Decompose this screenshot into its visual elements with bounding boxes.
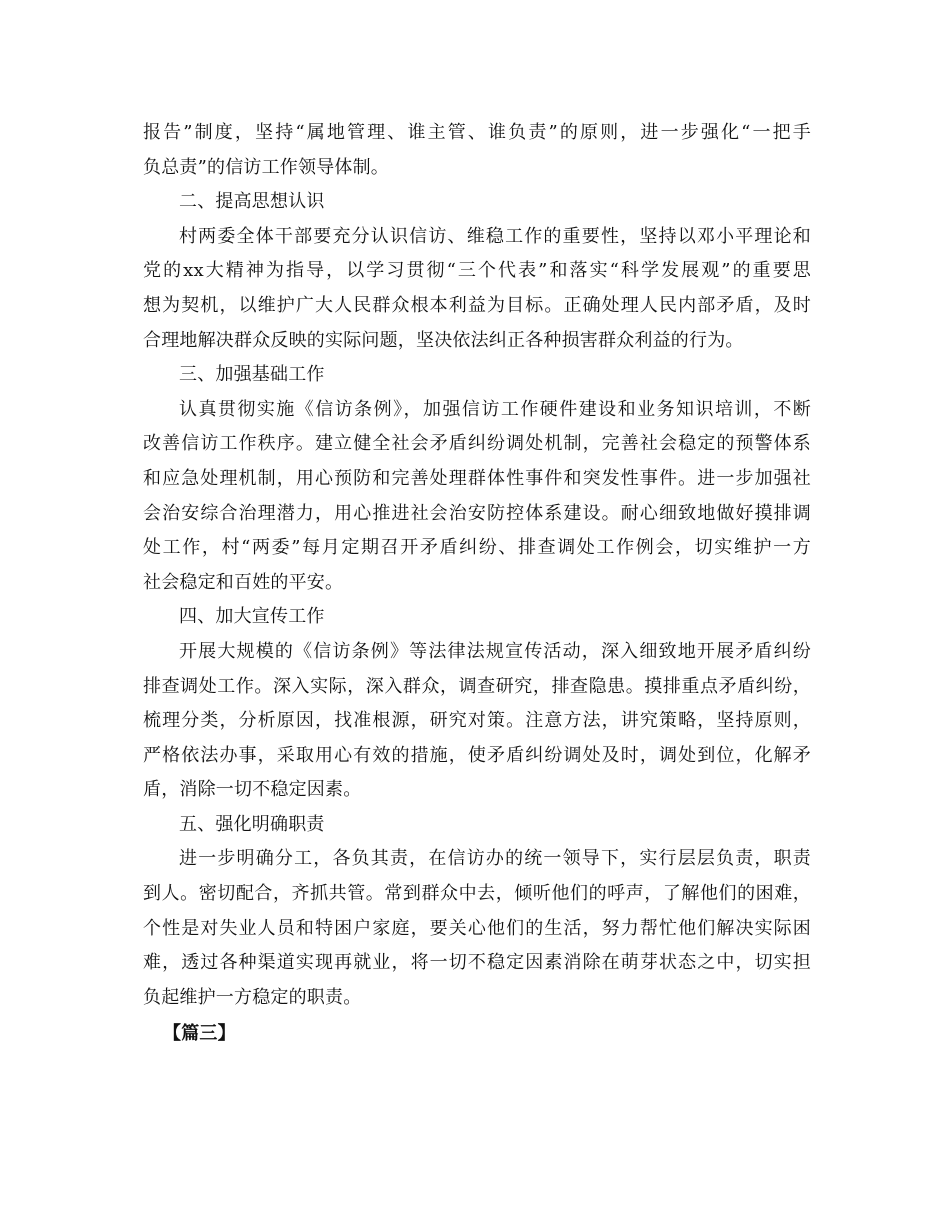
body-line: 负总责”的信访工作领导体制。 [143,156,390,178]
body-line: 改善信访工作秩序。建立健全社会矛盾纠纷调处机制，完善社会稳定的预警体系 [143,433,811,455]
body-line: 社会稳定和百姓的平安。 [143,571,344,593]
section-heading: 三、加强基础工作 [179,364,325,386]
paragraph-first-line: 认真贯彻实施《信访条例》，加强信访工作硬件建设和业务知识培训，不断 [179,398,811,420]
section-heading: 五、强化明确职责 [179,813,325,835]
body-line: 难，透过各种渠道实现再就业，将一切不稳定因素消除在萌芽状态之中，切实担 [143,952,811,974]
body-line: 和应急处理机制，用心预防和完善处理群体性事件和突发性事件。进一步加强社 [143,467,811,489]
paragraph-first-line: 进一步明确分工，各负其责，在信访办的统一领导下，实行层层负责，职责 [179,848,811,870]
section-heading: 二、提高思想认识 [179,191,325,213]
paragraph-first-line: 开展大规模的《信访条例》等法律法规宣传活动，深入细致地开展矛盾纠纷 [179,640,811,662]
body-line: 党的xx大精神为指导，以学习贯彻“三个代表”和落实“科学发展观”的重要思 [143,260,811,282]
body-line: 个性是对失业人员和特困户家庭，要关心他们的生活，努力帮忙他们解决实际困 [143,917,811,939]
body-line: 报告”制度，坚持“属地管理、谁主管、谁负责”的原则，进一步强化“一把手 [143,122,811,143]
body-line: 梳理分类，分析原因，找准根源，研究对策。注意方法，讲究策略，坚持原则， [143,710,811,732]
body-line: 到人。密切配合，齐抓共管。常到群众中去，倾听他们的呼声，了解他们的困难， [143,883,811,905]
section-heading: 四、加大宣传工作 [179,606,325,628]
document-page [143,116,811,1052]
body-line: 会治安综合治理潜力，用心推进社会治安防控体系建设。耐心细致地做好摸排调 [143,502,811,524]
body-line: 负起维护一方稳定的职责。 [143,986,362,1008]
paragraph-first-line: 村两委全体干部要充分认识信访、维稳工作的重要性，坚持以邓小平理论和 [179,225,811,247]
body-line: 严格依法办事，采取用心有效的措施，使矛盾纠纷调处及时，调处到位，化解矛 [143,744,811,766]
body-line: 盾，消除一切不稳定因素。 [143,779,362,801]
body-line: 排查调处工作。深入实际，深入群众，调查研究，排查隐患。摸排重点矛盾纠纷， [143,675,811,697]
body-line: 合理地解决群众反映的实际问题，坚决依法纠正各种损害群众利益的行为。 [143,329,744,351]
body-line: 想为契机，以维护广大人民群众根本利益为目标。正确处理人民内部矛盾，及时 [143,294,811,316]
section-tag: 【篇三】 [163,1023,236,1045]
body-line: 处工作，村“两委”每月定期召开矛盾纠纷、排查调处工作例会，切实维护一方 [143,537,811,559]
